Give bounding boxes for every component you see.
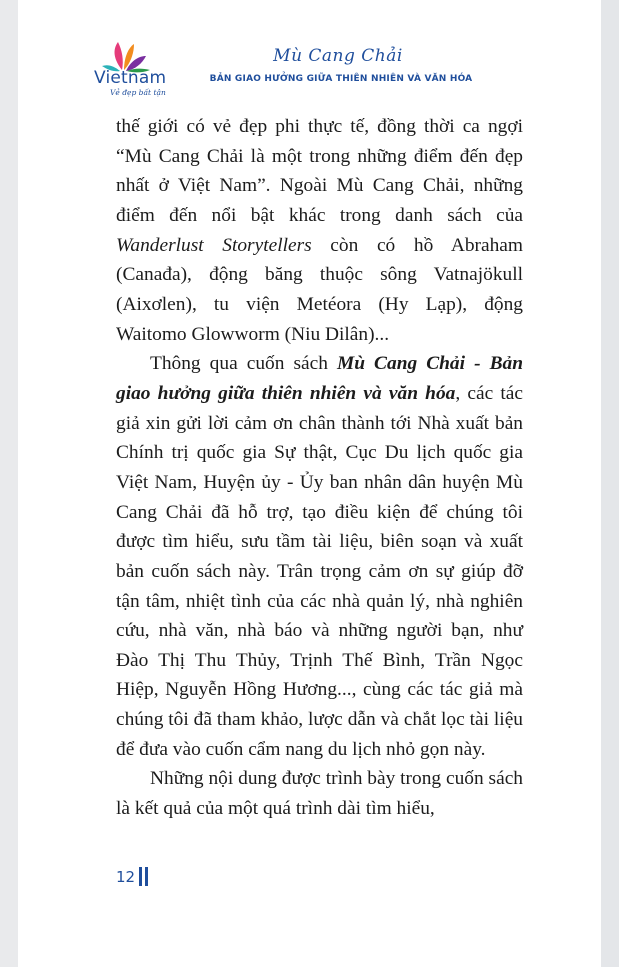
- running-header-title: Mù Cang Chải: [273, 46, 403, 66]
- italic-title: Wanderlust Storytellers: [116, 234, 312, 256]
- paragraph-3: Những nội dung được trình bày trong cuốn sách là kết quả của một quá trình dài tìm hiểu,: [116, 768, 523, 820]
- body-text: [116, 112, 523, 824]
- logo-wordmark: Vietnam: [94, 68, 167, 88]
- running-header-subtitle: BẢN GIAO HƯỞNG GIỮA THIÊN NHIÊN VÀ VĂN HÓA: [209, 74, 473, 84]
- vietnam-logo: [84, 40, 184, 102]
- paragraph-2: Thông qua cuốn sách Mù Cang Chải - Bản giao hưởng giữa thiên nhiên và văn hóa, các tác giả xin gửi lời cảm ơn chân thành tới Nhà xuất bản Chính trị quốc gia Sự thật, Cục Du lịch quốc gia Việt Nam, Huyện ủy - Ủy ban nhân dân huyện Mù Cang Chải đã hỗ trợ, tạo điều kiện để chúng tôi được tìm hiểu, sưu tầm tài liệu, biên soạn và xuất bản cuốn sách này. Trân trọng cảm ơn sự giúp đỡ tận tâm, nhiệt tình của các nhà quản lý, nhà nghiên cứu, nhà văn, nhà báo và những người bạn, như Đào Thị Thu Thủy, Trịnh Thế Bình, Trần Ngọc Hiệp, Nguyễn Hồng Hương..., cùng các tác giả mà chúng tôi đã tham khảo, lược dẫn và chắt lọc tài liệu để đưa vào cuốn cẩm nang du lịch nhỏ gọn này.: [116, 353, 523, 760]
- page-edge: [601, 0, 619, 967]
- page-number: 12: [116, 868, 136, 886]
- page-number-bars-icon: [139, 867, 149, 886]
- book-page: [18, 0, 601, 967]
- logo-slogan: Vẻ đẹp bất tận: [110, 88, 166, 97]
- book-title: Mù Cang Chải - Bản giao hưởng giữa thiên nhiên và văn hóa: [116, 353, 523, 404]
- paragraph-1: thế giới có vẻ đẹp phi thực tế, đồng thời ca ngợi “Mù Cang Chải là một trong những điểm đến đẹp nhất ở Việt Nam”. Ngoài Mù Cang Chải, những điểm đến nổi bật khác trong danh sách của Wanderlust Storytellers còn có hồ Abraham (Canađa), động băng thuộc sông Vatnajökull (Aixơlen), tu viện Metéora (Hy Lạp), động Waitomo Glowworm (Niu Dilân)...: [116, 116, 523, 345]
